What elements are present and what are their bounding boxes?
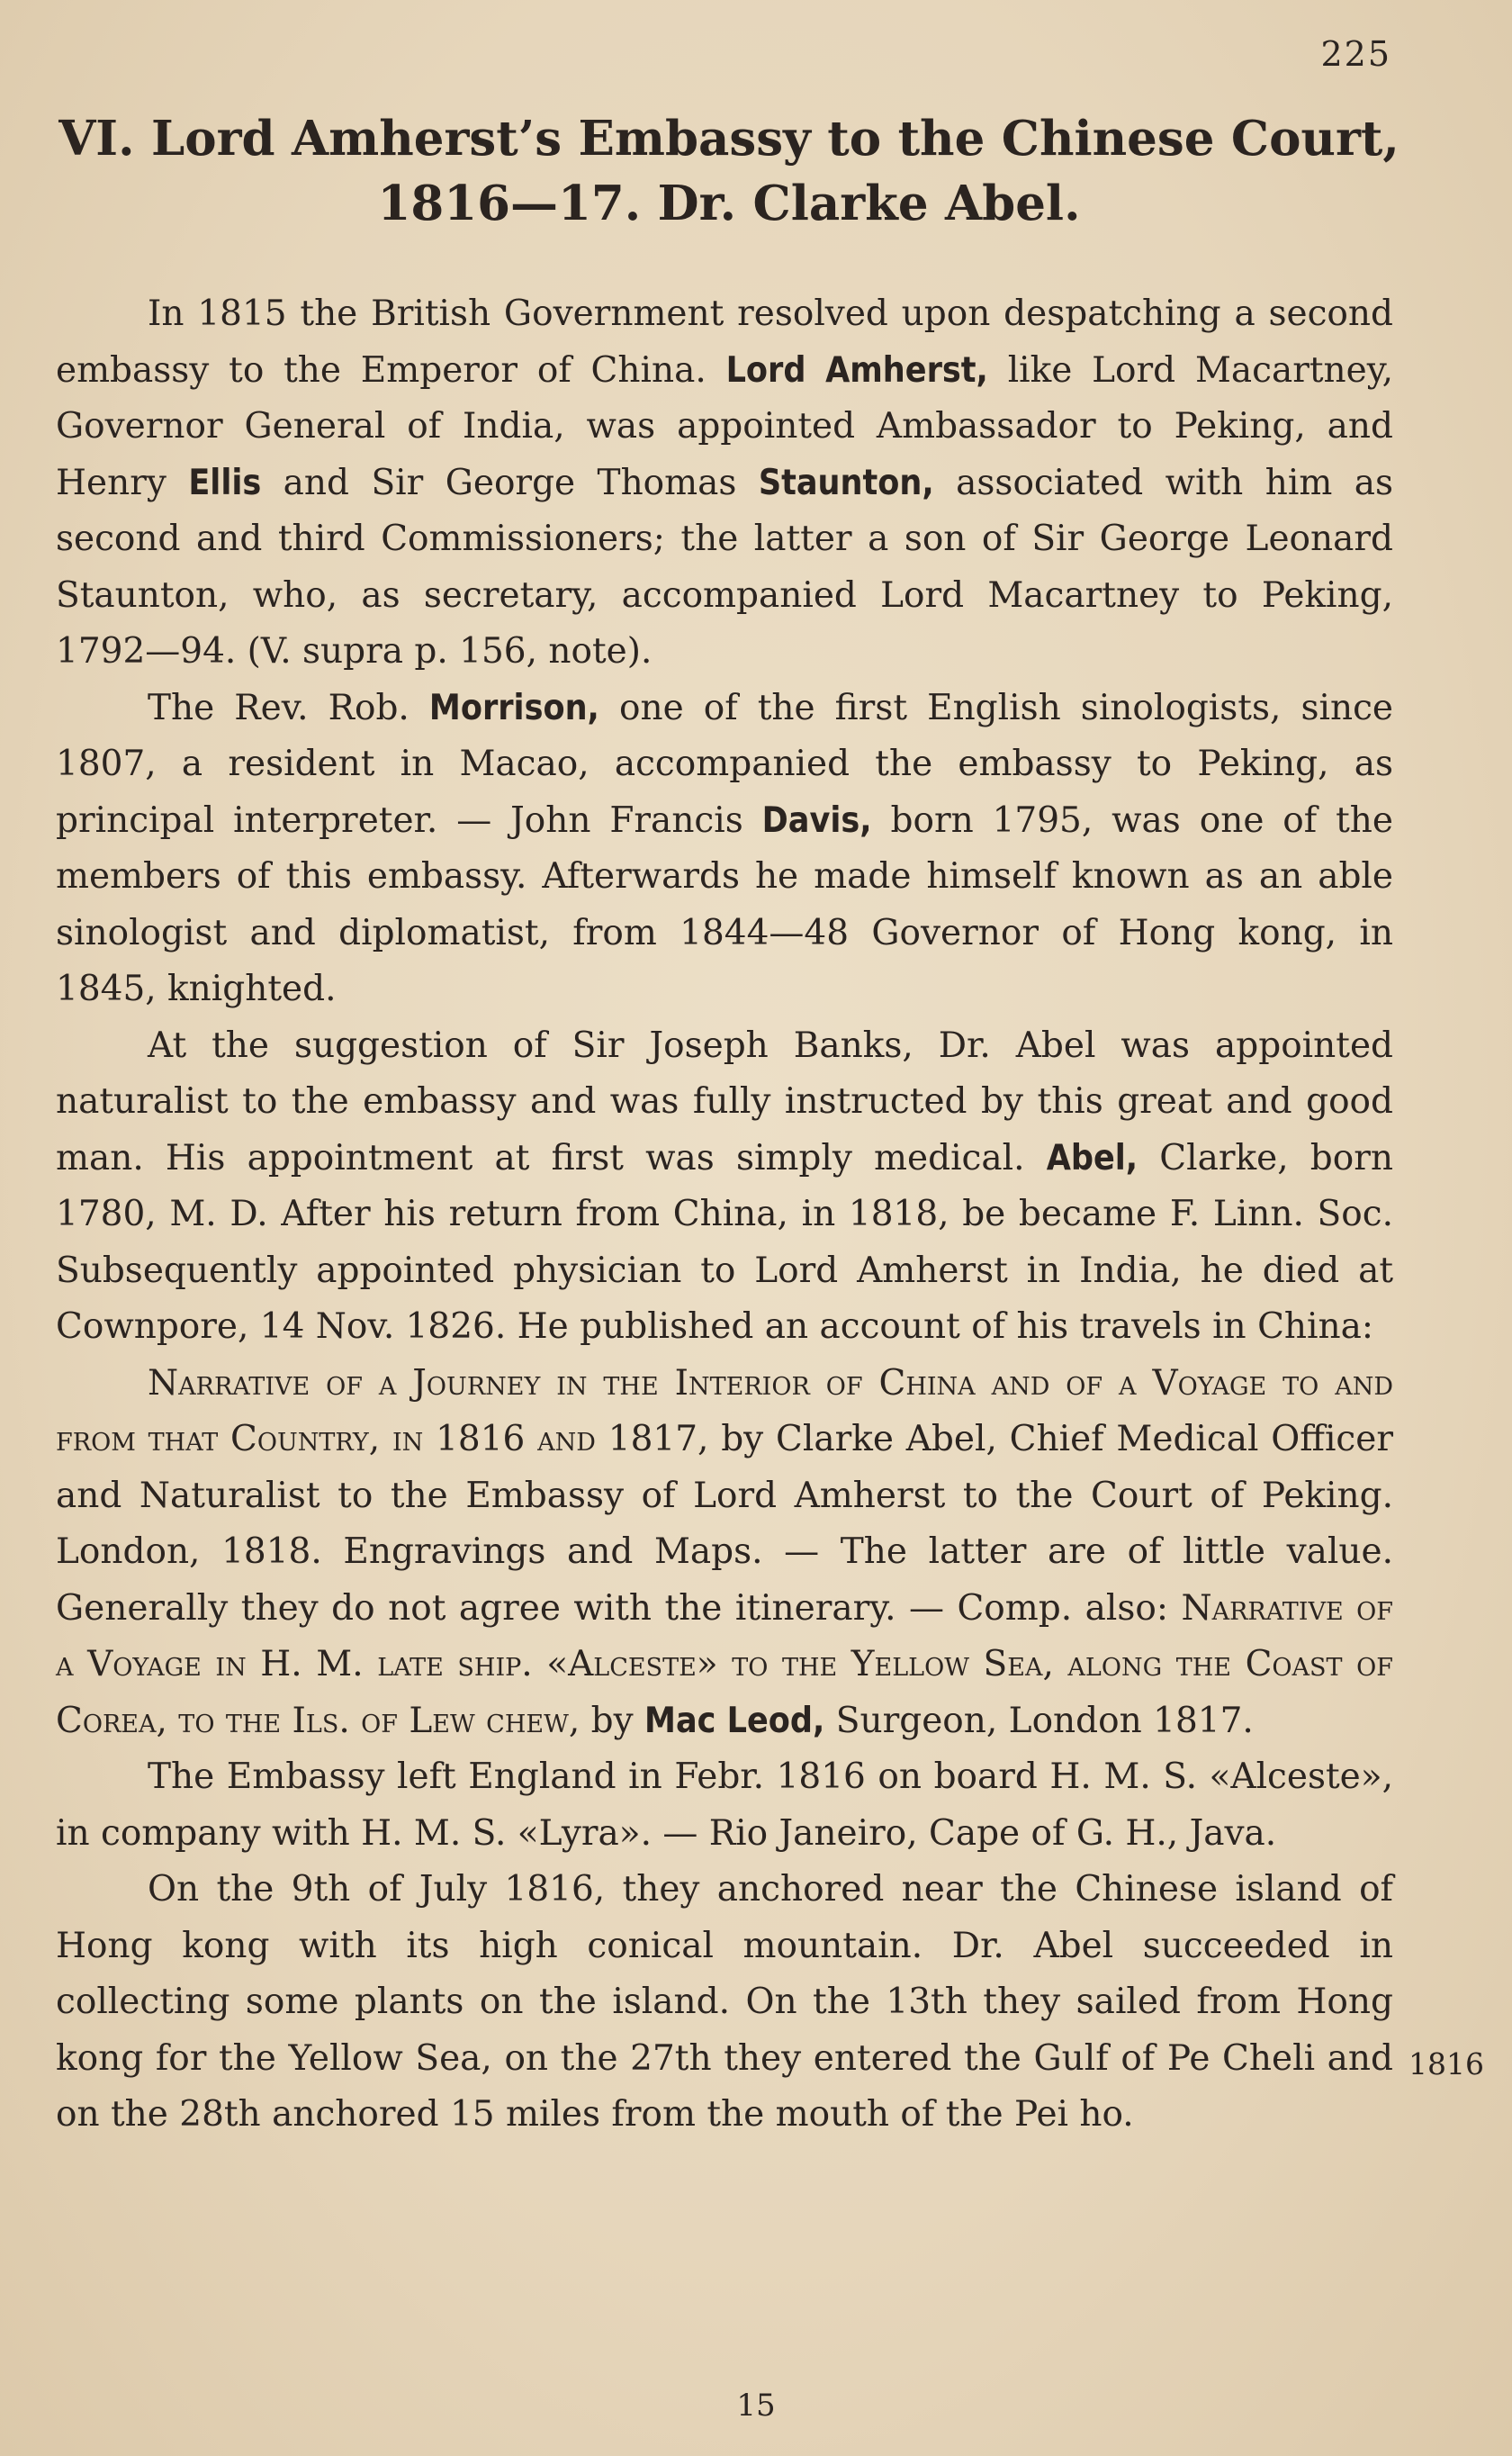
text-run: On the 9th of July 1816, they anchored near the Chinese island of Hong kong with its high conical mountain. Dr. Abel succeeded in collecting some plants on the island. On the 13th they sailed from Hong kong for the Yellow Sea, on the 27th they entered the Gulf of Pe Cheli and on the 28th anchored 15 miles from the mouth of the Pei ho. — [56, 1869, 1393, 2135]
person-name: Morrison, — [428, 687, 599, 728]
chapter-title-line-1: VI. Lord Amherst’s Embassy to the Chinese Court, — [58, 111, 1400, 167]
book-title-text: Narrative of a Journey in the Interior of China and of a Voyage to and from that Country, in — [56, 1362, 1393, 1459]
text-run: one of the first English sinologists, since 1807, a resident in Macao, accompanied the embassy to Peking, as principal interpreter. — John Francis — [56, 687, 1393, 841]
margin-year-note: 1816 — [1408, 2046, 1484, 2081]
text-run: 1816 — [436, 1419, 538, 1459]
person-name: Mac Leod, — [644, 1700, 825, 1741]
text-run: born 1795, was one of the members of this embassy. Afterwards he made himself known as an able sinologist and diplomatist, from 1844—48 Governor of Hong kong, in 1845, knighted. — [56, 799, 1393, 1009]
signature-mark: 15 — [736, 2388, 776, 2424]
person-name: Abel, — [1046, 1137, 1138, 1178]
text-run: The Embassy left England in Febr. 1816 on board H. M. S. «Alceste», in company with H. M. S. «Lyra». — Rio Janeiro, Cape of G. H., Java. — [56, 1756, 1393, 1854]
paragraph — [56, 1356, 1393, 1750]
text-run: The Rev. Rob. — [148, 687, 429, 728]
text-run: At the suggestion of Sir Joseph Banks, Dr. Abel was appointed naturalist to the embassy and was fully instructed by this great and good man. His appointment at first was simply medical. — [56, 1025, 1393, 1178]
page-number: 225 — [1320, 34, 1391, 74]
person-name: Staunton, — [758, 462, 934, 503]
paragraph — [56, 1749, 1393, 1862]
chapter-title — [54, 106, 1404, 236]
text-run: and Sir George Thomas — [261, 462, 759, 503]
person-name: Lord Amherst, — [725, 349, 988, 391]
chapter-title-line-2: 1816—17. Dr. Clarke Abel. — [377, 176, 1081, 231]
text-run: H. M. — [246, 1644, 378, 1684]
text-run: Clarke, born 1780, M. D. After his return from China, in 1818, be became F. Linn. Soc. Subsequently appointed physician to Lord Amherst in India, he died at Cownpore, 14 Nov. 1826. He published an account of his travels in China: — [56, 1137, 1393, 1347]
book-title-text: and — [537, 1419, 596, 1459]
book-title-text: late ship. «Alceste» to the Yellow Sea, along the Coast of Corea, to the Ils. of Lew chew, — [56, 1644, 1393, 1741]
person-name: Davis, — [761, 799, 872, 841]
text-run: by — [580, 1700, 645, 1741]
person-name: Ellis — [188, 462, 262, 503]
paragraph — [56, 681, 1393, 1018]
paragraph — [56, 1862, 1393, 2144]
body-text — [56, 286, 1393, 2144]
text-run: like Lord Macartney, Governor General of India, was appointed Ambassador to Peking, and Henry — [56, 349, 1393, 503]
text-run: associated with him as second and third Commissioners; the latter a son of Sir George Leonard Staunton, who, as secretary, accompanied Lord Macartney to Peking, 1792—94. (V. supra p. 156, note). — [56, 462, 1393, 672]
text-run: In 1815 the British Government resolved upon despatching a second embassy to the Emperor of China. — [56, 293, 1393, 391]
book-title-text: Narrative of a Voyage in — [56, 1587, 1394, 1684]
paragraph — [56, 1018, 1393, 1356]
paragraph — [56, 286, 1393, 681]
text-run: 1817, by Clarke Abel, Chief Medical Officer and Naturalist to the Embassy of Lord Amherst to the Court of Peking. London, 1818. Engravings and Maps. — The latter are of little value. Generally they do not agree with the itinerary. — Comp. also: — [56, 1419, 1393, 1629]
text-run: Surgeon, London 1817. — [824, 1700, 1254, 1741]
